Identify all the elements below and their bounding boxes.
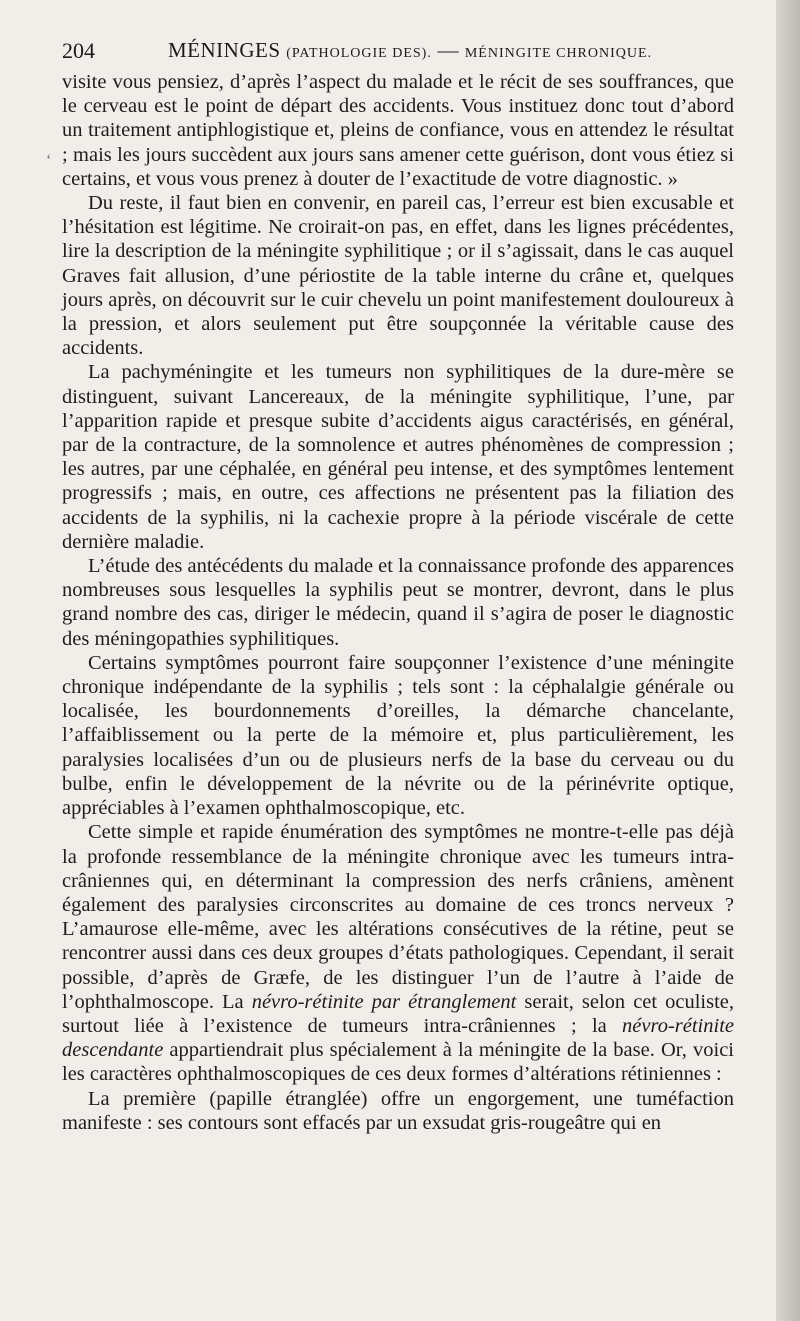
paragraph-text: appartiendrait plus spécialement à la méningite de la base. Or, voici les caractères ophthalmoscopiques de ces deux formes d’altérations rétiniennes : — [62, 1039, 734, 1086]
margin-mark: ʻ — [46, 152, 52, 169]
paragraph-text: Cette simple et rapide énumération des symptômes ne montre-t-elle pas déjà la profonde ressemblance de la méningite chronique avec les tumeurs intra-crâniennes qui, en déterminant la compression des nerfs crâniens, amènent également des paralysies circonscrites au domaine de ces troncs nerveux ? L’amaurose elle-même, avec les altérations consécutives de la rétine, peut se rencontrer aussi dans ces deux groupes d’états pathologiques. Cependant, il serait possible, d’après de Græfe, de les distinguer l’un de l’autre à l’aide de l’ophthalmoscope. La — [62, 821, 734, 1013]
body-text — [62, 70, 734, 1135]
paragraph-text: visite vous pensiez, d’après l’aspect du malade et le récit de ses souffrances, que le cerveau est le point de départ des accidents. Vous instituez donc tout d’abord un traitement antiphlogistique et, pleins de confiance, vous en attendez le résultat ; mais les jours succèdent aux jours sans amener cette guérison, dont vous étiez si certains, et vous vous prenez à douter de l’exactitude de votre diagnostic. » — [62, 71, 734, 190]
paragraph-text: Certains symptômes pourront faire soupçonner l’existence d’une méningite chronique indépendante de la syphilis ; tels sont : la céphalalgie générale ou localisée, les bourdonnements d’oreilles, la démarche chancelante, l’affaiblissement ou la perte de la mémoire et, plus particulièrement, les paralysies localisées d’un ou de plusieurs nerfs de la base du cerveau ou du bulbe, enfin le développement de la névrite ou de la périnévrite optique, appréciables à l’examen ophthalmoscopique, etc. — [62, 651, 734, 820]
page-number: 204 — [62, 38, 95, 63]
running-title — [168, 38, 652, 63]
paragraph-text: La pachyméningite et les tumeurs non syphilitiques de la dure-mère se distinguent, suivant Lancereaux, de la méningite syphilitique, l’une, par l’apparition rapide et presque subite d’accidents aigus caractérisés, en général, par de la contracture, de la somnolence et autres phénomènes de compression ; les autres, par une céphalée, en général peu intense, et des symptômes lentement progressifs ; mais, en outre, ces affections ne présentent pas la filiation des accidents de la syphilis, ni la cachexie propre à la période viscérale de cette dernière maladie. — [62, 361, 734, 553]
paragraph — [62, 360, 734, 554]
paragraph — [62, 1087, 734, 1135]
paragraph — [62, 820, 734, 1086]
italic-term: névro-rétinite descendante — [62, 1014, 734, 1062]
paragraph — [62, 554, 734, 651]
running-title-paren: (PATHOLOGIE DES). — [286, 46, 432, 61]
running-title-sub: MÉNINGITE CHRONIQUE. — [464, 46, 653, 61]
running-title-dash: — — [437, 38, 460, 62]
running-header — [62, 38, 734, 68]
paragraph-text: L’étude des antécédents du malade et la connaissance profonde des apparences nombreuses sous lesquelles la syphilis peut se montrer, devront, dans le plus grand nombre des cas, diriger le médecin, quand il s’agira de poser le diagnostic des méningopathies syphilitiques. — [62, 555, 734, 650]
paragraph — [62, 191, 734, 360]
italic-term: névro-rétinite par étranglement — [251, 990, 517, 1013]
paragraph-text: serait, selon cet oculiste, surtout liée à l’existence de tumeurs intra-crâniennes ; la — [62, 990, 734, 1037]
paragraph — [62, 70, 734, 191]
paragraph-text: La première (papille étranglée) offre un engorgement, une tuméfaction manifeste : ses contours sont effacés par un exsudat gris-rougeâtre qui en — [62, 1087, 734, 1134]
page-gutter — [776, 0, 800, 1321]
paragraph — [62, 651, 734, 820]
running-title-main: MÉNINGES — [168, 38, 281, 62]
paragraph-text: Du reste, il faut bien en convenir, en pareil cas, l’erreur est bien excusable et l’hésitation est légitime. Ne croirait-on pas, en effet, dans les lignes précédentes, lire la description de la méningite syphilitique ; or il s’agissait, dans le cas auquel Graves fait allusion, d’une périostite de la table interne du crâne et, quelques jours après, on découvrit sur le cuir chevelu un point manifestement douloureux à la pression, et alors seulement put être soupçonnée la véritable cause des accidents. — [62, 192, 734, 360]
